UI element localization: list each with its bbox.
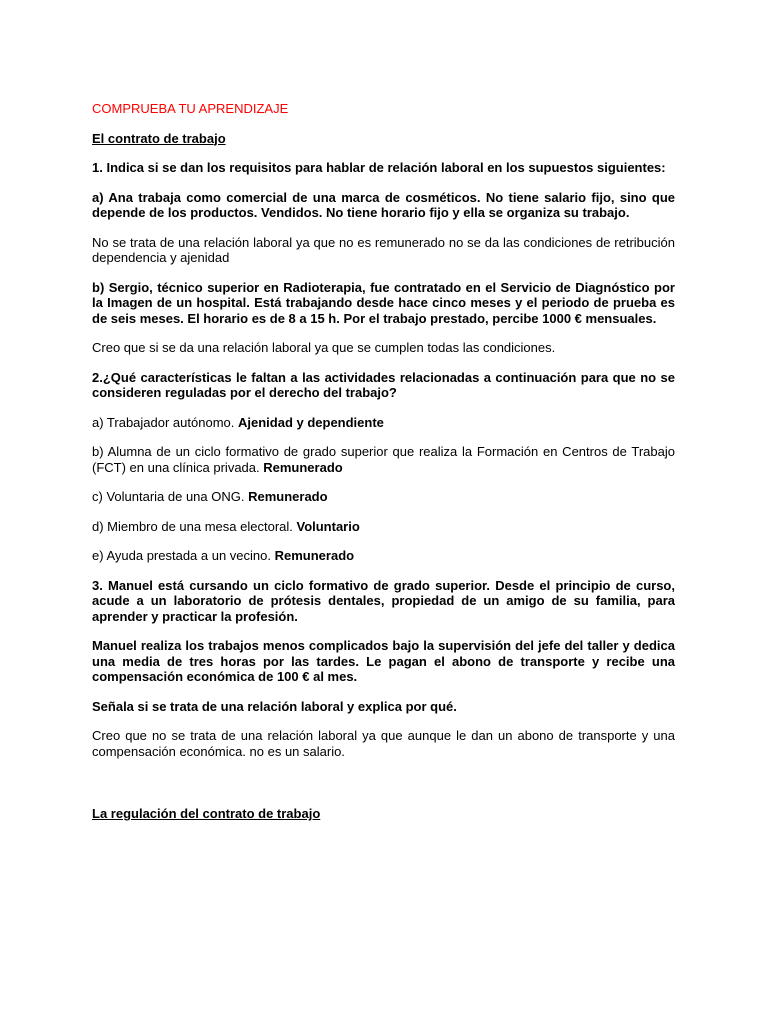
question-3-details: Manuel realiza los trabajos menos complicados bajo la supervisión del jefe del taller y dedica una media de tres horas por las tardes. Le pagan el abono de transporte y recibe una compensación económica de 100 € al mes. [92, 638, 675, 684]
question-2-item-a [92, 415, 675, 431]
question-2-item-c [92, 489, 675, 505]
question-2-item-b [92, 444, 675, 475]
section-heading-contrato [92, 131, 675, 147]
question-3-intro: 3. Manuel está cursando un ciclo formativo de grado superior. Desde el principio de curso, acude a un laboratorio de prótesis dentales, propiedad de un amigo de su familia, para aprender y practicar la profesión. [92, 577, 675, 624]
answer-1a: No se trata de una relación laboral ya que no es remunerado no se da las condiciones de retribución dependencia y ajenidad [92, 234, 675, 265]
item-text: a) Trabajador autónomo. [92, 414, 238, 430]
section-heading-text: El contrato de trabajo [92, 130, 226, 146]
section-heading-text: La regulación del contrato de trabajo [92, 806, 321, 821]
item-answer: Voluntario [296, 518, 360, 534]
question-1a: a) Ana trabaja como comercial de una marca de cosméticos. No tiene salario fijo, sino que depende de los productos. Vendidos. No tiene horario fijo y ella se organiza su trabajo. [92, 189, 675, 220]
question-2-item-e [92, 548, 675, 564]
answer-3: Creo que no se trata de una relación laboral ya que aunque le dan un abono de transporte y una compensación económica. no es un salario. [92, 728, 675, 759]
section-heading-regulacion [92, 806, 675, 822]
question-2: 2.¿Qué características le faltan a las actividades relacionadas a continuación para que no se consideren reguladas por el derecho del trabajo? [92, 369, 675, 400]
item-text: b) Alumna de un ciclo formativo de grado superior que realiza la Formación en Centros de Trabajo (FCT) en una clínica privada. [92, 444, 675, 475]
question-3-prompt: Señala si se trata de una relación laboral y explica por qué. [92, 698, 457, 714]
question-1: 1. Indica si se dan los requisitos para hablar de relación laboral en los supuestos siguientes: [92, 160, 666, 175]
answer-1b: Creo que si se da una relación laboral ya que se cumplen todas las condiciones. [92, 340, 556, 355]
item-text: d) Miembro de una mesa electoral. [92, 518, 297, 534]
document-page [92, 101, 675, 836]
item-answer: Remunerado [274, 548, 355, 563]
question-2-item-d [92, 519, 675, 535]
spacer [92, 773, 675, 806]
item-answer: Remunerado [263, 459, 343, 475]
item-text: e) Ayuda prestada a un vecino. [92, 548, 275, 563]
item-answer: Ajenidad y dependiente [237, 414, 384, 430]
page-title: COMPRUEBA TU APRENDIZAJE [92, 101, 289, 116]
question-1b: b) Sergio, técnico superior en Radioterapia, fue contratado en el Servicio de Diagnóstico por la Imagen de un hospital. Está trabajando desde hace cinco meses y el periodo de prueba es de seis meses. El horario es de 8 a 15 h. Por el trabajo prestado, percibe 1000 € mensuales. [92, 279, 675, 326]
item-answer: Remunerado [248, 489, 328, 504]
item-text: c) Voluntaria de una ONG. [92, 489, 249, 504]
